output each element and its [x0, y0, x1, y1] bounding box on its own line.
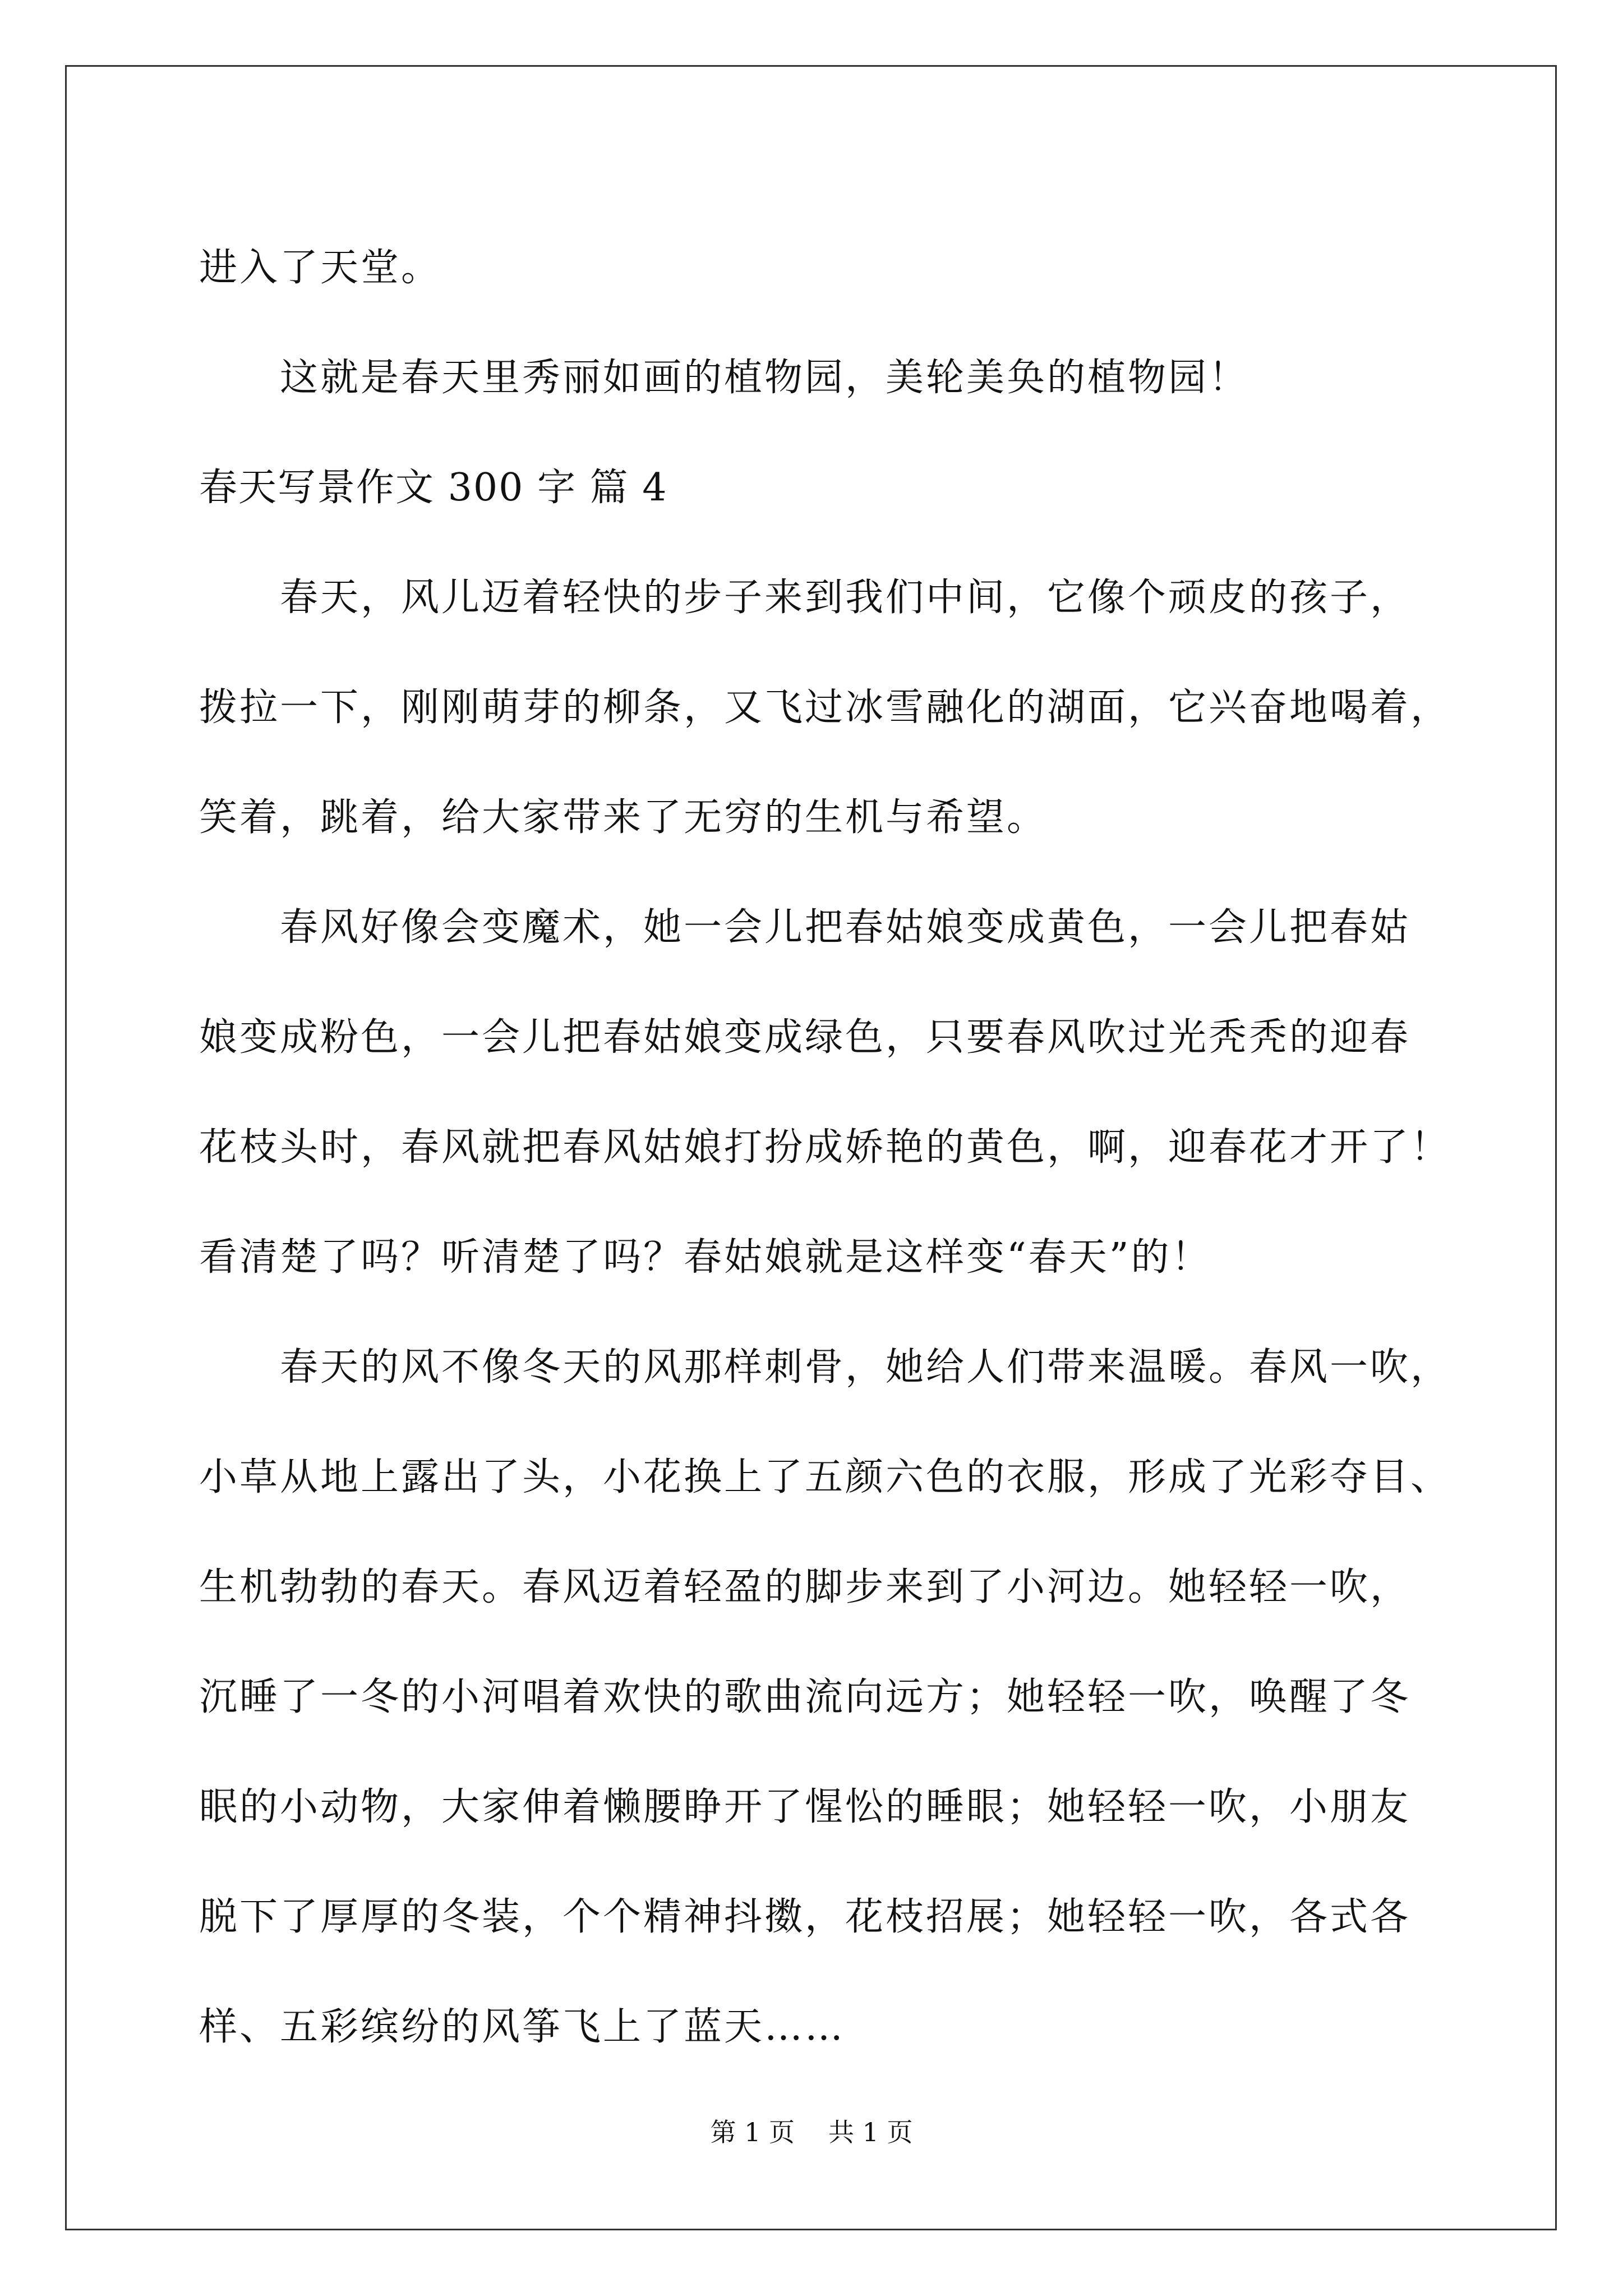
page-footer: [0, 2112, 1623, 2149]
text-line: 娘变成粉色，一会儿把春姑娘变成绿色，只要春风吹过光秃秃的迎春: [199, 1015, 1411, 1060]
text-line: 样、五彩缤纷的风筝飞上了蓝天……: [199, 2005, 846, 2049]
text-line: 进入了天堂。: [199, 246, 442, 290]
text-line: 春天的风不像冬天的风那样刺骨，她给人们带来温暖。春风一吹，: [280, 1345, 1451, 1389]
text-line: 眠的小动物，大家伸着懒腰睁开了惺忪的睡眼；她轻轻一吹，小朋友: [199, 1785, 1411, 1829]
text-line: 春风好像会变魔术，她一会儿把春姑娘变成黄色，一会儿把春姑: [280, 905, 1411, 950]
text-line: 生机勃勃的春天。春风迈着轻盈的脚步来到了小河边。她轻轻一吹，: [199, 1565, 1411, 1609]
text-line: 脱下了厚厚的冬装，个个精神抖擞，花枝招展；她轻轻一吹，各式各: [199, 1895, 1411, 1939]
text-line: 这就是春天里秀丽如画的植物园，美轮美奂的植物园！: [280, 356, 1249, 400]
page-total: 共 1 页: [828, 2117, 913, 2147]
text-line: 春天，风儿迈着轻快的步子来到我们中间，它像个顽皮的孩子，: [280, 576, 1411, 620]
text-line: 笑着，跳着，给大家带来了无穷的生机与希望。: [199, 795, 1048, 840]
text-line: 拨拉一下，刚刚萌芽的柳条，又飞过冰雪融化的湖面，它兴奋地喝着，: [199, 685, 1451, 730]
document-body: [199, 213, 1461, 2082]
page-number: 第 1 页: [710, 2117, 795, 2147]
text-line: 花枝头时，春风就把春风姑娘打扮成娇艳的黄色，啊，迎春花才开了！: [199, 1125, 1451, 1170]
text-line: 沉睡了一冬的小河唱着欢快的歌曲流向远方；她轻轻一吹，唤醒了冬: [199, 1675, 1411, 1719]
text-line: 小草从地上露出了头，小花换上了五颜六色的衣服，形成了光彩夺目、: [199, 1455, 1451, 1499]
section-heading: 春天写景作文 300 字 篇 4: [199, 466, 668, 510]
text-line: 看清楚了吗？听清楚了吗？春姑娘就是这样变“春天”的！: [199, 1235, 1212, 1280]
